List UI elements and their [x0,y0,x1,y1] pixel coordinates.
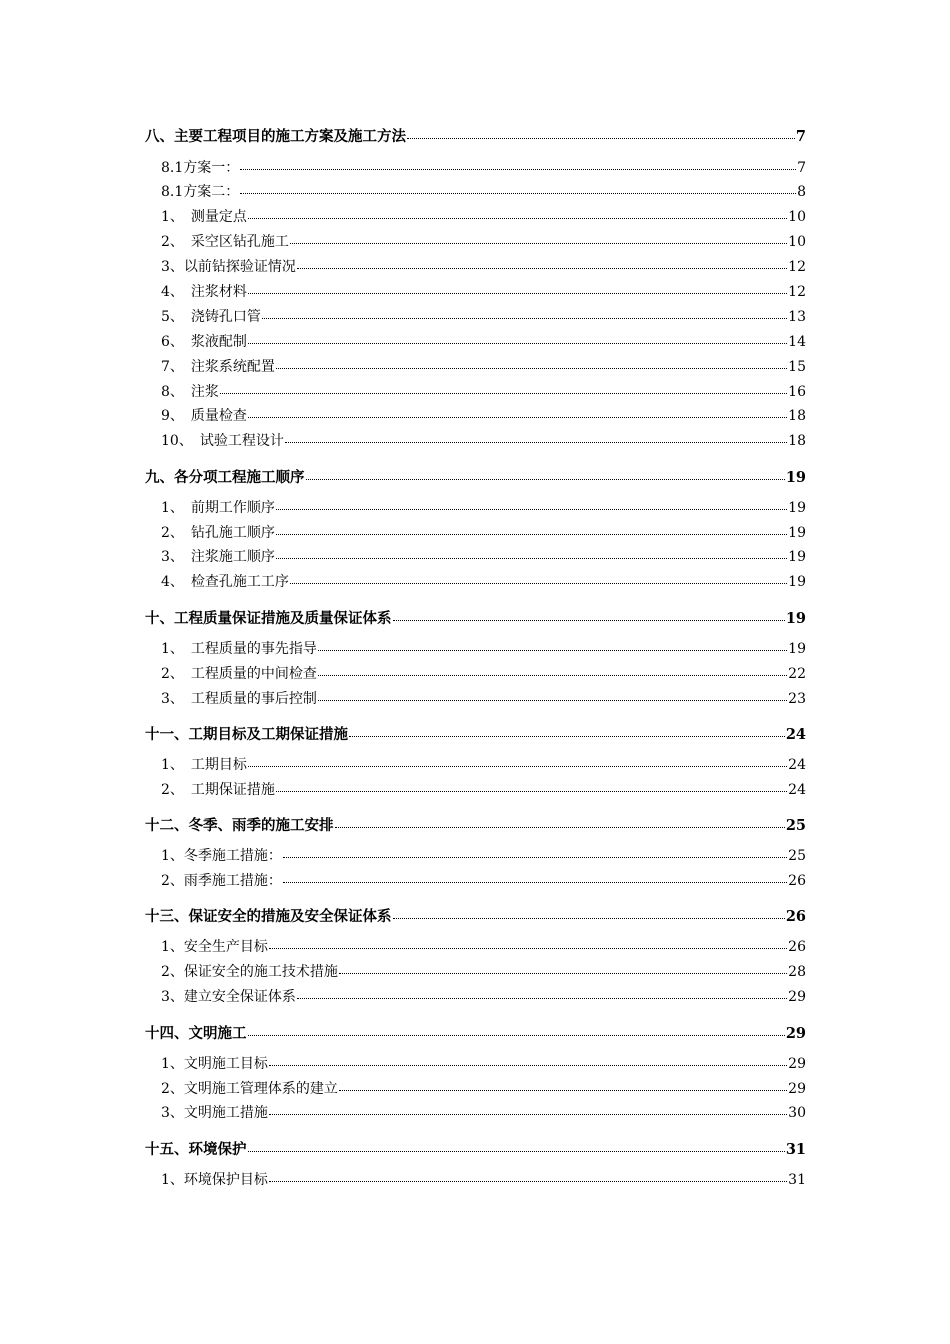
toc-section-entry[interactable] [145,205,806,230]
toc-page-number: 24 [788,756,806,773]
dot-leader [339,1079,787,1093]
dot-leader [269,1170,787,1184]
dot-leader [248,1139,785,1154]
toc-entry-label: 1、 前期工作顺序 [161,499,275,516]
dot-leader [248,282,787,296]
toc-page-number: 18 [788,433,806,450]
toc-chapter-entry[interactable] [145,724,806,745]
toc-entry-label: 3、建立安全保证体系 [161,989,296,1006]
dot-leader [262,307,787,321]
toc-entry-label: 3、文明施工措施 [161,1105,268,1122]
dot-leader [339,962,787,976]
toc-entry-label: 3、 注浆施工顺序 [161,549,275,566]
toc-page-number: 24 [788,781,806,798]
toc-page-number: 23 [788,690,806,707]
toc-section-entry[interactable] [145,570,806,595]
dot-leader [306,467,785,482]
toc-section-entry[interactable] [145,985,806,1010]
toc-page-number: 28 [788,964,806,981]
toc-page-number: 8 [797,184,806,201]
toc-section-entry[interactable] [145,869,806,894]
toc-page-number: 12 [788,259,806,276]
toc-page-number: 22 [788,665,806,682]
toc-page-number: 24 [785,725,806,743]
toc-section-entry[interactable] [145,429,806,454]
dot-leader [269,1054,787,1068]
dot-leader [240,182,796,196]
table-of-contents [145,126,806,1193]
dot-leader [297,257,787,271]
toc-entry-label: 7、 注浆系统配置 [161,358,275,375]
toc-section-entry[interactable] [145,404,806,429]
toc-section-entry[interactable] [145,380,806,405]
toc-section-entry[interactable] [145,545,806,570]
toc-entry-label: 10、 试验工程设计 [161,433,284,450]
dot-leader [318,639,787,653]
dot-leader [285,431,787,445]
toc-entry-label: 1、 工期目标 [161,756,247,773]
toc-entry-label: 2、 钻孔施工顺序 [161,524,275,541]
toc-section-entry[interactable] [145,230,806,255]
dot-leader [248,1023,785,1038]
toc-entry-label: 十五、环境保护 [145,1140,247,1158]
toc-page-number: 25 [785,817,806,835]
dot-leader [276,357,787,371]
dot-leader [248,332,787,346]
dot-leader [240,158,796,172]
dot-leader [276,523,787,537]
toc-page-number: 29 [788,1080,806,1097]
toc-page-number: 19 [788,549,806,566]
toc-page-number: 13 [788,308,806,325]
toc-page-number: 31 [788,1171,806,1188]
dot-leader [318,689,787,703]
toc-entry-label: 十二、冬季、雨季的施工安排 [145,817,334,835]
toc-entry-label: 1、环境保护目标 [161,1171,268,1188]
dot-leader [283,871,787,885]
toc-section-entry[interactable] [145,687,806,712]
toc-page-number: 19 [785,468,806,486]
dot-leader [283,846,787,860]
dot-leader [349,724,785,739]
toc-entry-label: 4、 注浆材料 [161,283,247,300]
toc-page-number: 26 [788,873,806,890]
toc-entry-label: 十四、文明施工 [145,1024,247,1042]
toc-entry-label: 5、 浇铸孔口管 [161,308,261,325]
toc-page-number: 10 [788,209,806,226]
toc-section-entry[interactable] [145,280,806,305]
toc-page-number: 19 [788,574,806,591]
toc-section-entry[interactable] [145,1168,806,1193]
toc-entry-label: 1、文明施工目标 [161,1055,268,1072]
toc-page-number: 26 [788,939,806,956]
toc-page-number: 31 [785,1140,806,1158]
dot-leader [318,664,787,678]
toc-entry-label: 八、主要工程项目的施工方案及施工方法 [145,127,406,145]
toc-page-number: 25 [788,848,806,865]
toc-page-number: 18 [788,408,806,425]
toc-entry-label: 8、 注浆 [161,383,219,400]
toc-section-entry[interactable] [145,255,806,280]
toc-page-number: 30 [788,1105,806,1122]
toc-section-entry[interactable] [145,778,806,803]
toc-section-entry[interactable] [145,305,806,330]
toc-page-number: 15 [788,358,806,375]
toc-page-number: 19 [788,640,806,657]
toc-entry-label: 8.1方案二： [161,184,240,201]
toc-section-entry[interactable] [145,496,806,521]
toc-section-entry[interactable] [145,844,806,869]
toc-page-number: 29 [788,1055,806,1072]
dot-leader [248,755,787,769]
toc-section-entry[interactable] [145,180,806,205]
toc-chapter-entry[interactable] [145,608,806,629]
toc-section-entry[interactable] [145,753,806,778]
toc-entry-label: 1、安全生产目标 [161,939,268,956]
toc-page-number: 16 [788,383,806,400]
toc-entry-label: 十三、保证安全的措施及安全保证体系 [145,908,392,926]
toc-entry-label: 2、文明施工管理体系的建立 [161,1080,338,1097]
dot-leader [248,207,787,221]
toc-section-entry[interactable] [145,935,806,960]
toc-chapter-entry[interactable] [145,1139,806,1160]
toc-page-number: 29 [785,1024,806,1042]
toc-chapter-entry[interactable] [145,126,806,147]
toc-page-number: 7 [797,159,806,176]
toc-entry-label: 6、 浆液配制 [161,333,247,350]
toc-entry-label: 1、冬季施工措施： [161,848,282,865]
toc-chapter-entry[interactable] [145,467,806,488]
toc-page-number: 19 [788,499,806,516]
toc-page-number: 7 [795,127,806,145]
toc-entry-label: 九、各分项工程施工顺序 [145,468,305,486]
toc-entry-label: 3、 工程质量的事后控制 [161,690,317,707]
toc-entry-label: 十、工程质量保证措施及质量保证体系 [145,609,392,627]
toc-page-number: 26 [785,908,806,926]
toc-page-number: 19 [788,524,806,541]
toc-page-number: 29 [788,989,806,1006]
toc-section-entry[interactable] [145,1101,806,1126]
toc-chapter-entry[interactable] [145,1023,806,1044]
dot-leader [276,780,787,794]
dot-leader [393,907,785,922]
toc-section-entry[interactable] [145,1077,806,1102]
dot-leader [297,987,787,1001]
toc-entry-label: 十一、工期目标及工期保证措施 [145,725,348,743]
toc-entry-label: 2、雨季施工措施： [161,873,282,890]
dot-leader [248,406,787,420]
toc-entry-label: 3、以前钻探验证情况 [161,259,296,276]
toc-entry-label: 1、 工程质量的事先指导 [161,640,317,657]
dot-leader [276,547,787,561]
toc-entry-label: 2、 采空区钻孔施工 [161,234,289,251]
toc-section-entry[interactable] [145,960,806,985]
toc-section-entry[interactable] [145,521,806,546]
toc-section-entry[interactable] [145,156,806,181]
toc-entry-label: 4、 检查孔施工工序 [161,574,289,591]
toc-entry-label: 9、 质量检查 [161,408,247,425]
dot-leader [290,232,787,246]
toc-page-number: 10 [788,234,806,251]
dot-leader [407,126,795,141]
toc-section-entry[interactable] [145,637,806,662]
toc-chapter-entry[interactable] [145,816,806,837]
toc-entry-label: 2、 工程质量的中间检查 [161,665,317,682]
toc-entry-label: 2、 工期保证措施 [161,781,275,798]
toc-chapter-entry[interactable] [145,907,806,928]
toc-section-entry[interactable] [145,1052,806,1077]
dot-leader [269,1103,787,1117]
toc-section-entry[interactable] [145,355,806,380]
toc-entry-label: 8.1方案一： [161,159,240,176]
dot-leader [220,382,787,396]
toc-entry-label: 2、保证安全的施工技术措施 [161,964,338,981]
toc-page-number: 14 [788,333,806,350]
toc-section-entry[interactable] [145,662,806,687]
dot-leader [276,498,787,512]
dot-leader [393,608,785,623]
toc-page-number: 12 [788,283,806,300]
dot-leader [335,816,785,831]
dot-leader [269,937,787,951]
toc-page-number: 19 [785,609,806,627]
toc-entry-label: 1、 测量定点 [161,209,247,226]
toc-section-entry[interactable] [145,330,806,355]
dot-leader [290,572,787,586]
